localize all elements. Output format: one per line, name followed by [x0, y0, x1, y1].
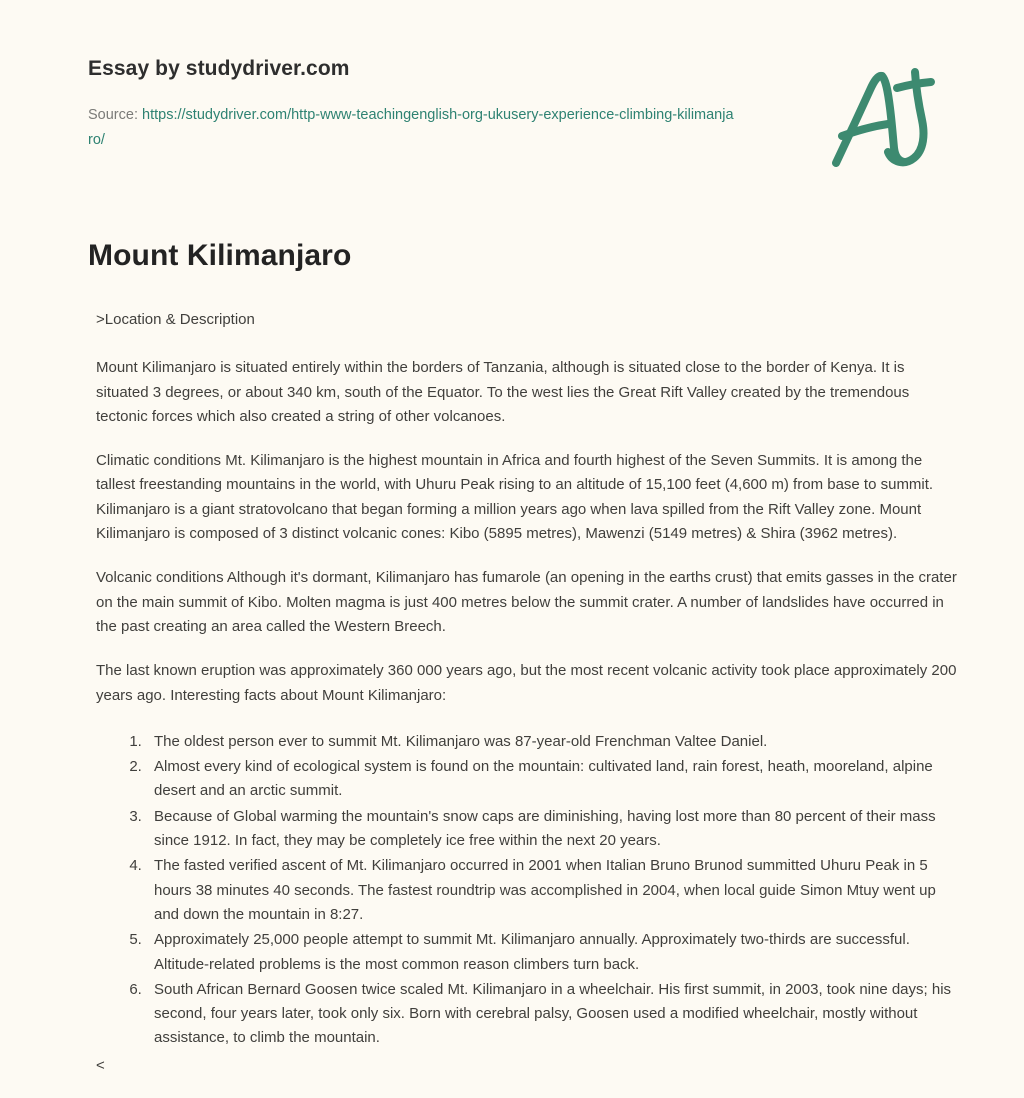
paragraph-2: Climatic conditions Mt. Kilimanjaro is the highest mountain in Africa and fourth highest of the Seven Summits. It is among the tallest freestanding mountains in the world, with Uhuru Peak rising to an altitude of 15,100 feet (4,600 m) from base to summit. Kilimanjaro is a giant stratovolcano that began forming a million years ago when lava spilled from the Rift Valley zone. Mount Kilimanjaro is composed of 3 distinct volcanic cones: Kibo (5895 metres), Mawenzi (5149 metres) & Shira (3962 metres). [96, 452, 934, 543]
list-item: 5. Approximately 25,000 people attempt to summit Mt. Kilimanjaro annually. Approximately two-thirds are successful. Altitude-related problems is the most common reason climbers turn back. [146, 928, 958, 977]
paragraph-4: The last known eruption was approximately 360 000 years ago, but the most recent volcanic activity took place approximately 200 years ago. Interesting facts about Mount Kilimanjaro: [96, 662, 957, 704]
facts-list [88, 730, 958, 1051]
page-title: Mount Kilimanjaro [88, 239, 352, 272]
source-url-link[interactable]: https://studydriver.com/http-www-teachingenglish-org-ukusery-experience-climbing-kilimanjaro/ [88, 107, 734, 149]
source-label: Source: [88, 107, 138, 124]
subheading: >Location & Description [96, 311, 255, 328]
list-item: 2. Almost every kind of ecological system is found on the mountain: cultivated land, rain forest, heath, mooreland, alpine desert and an arctic summit. [146, 755, 958, 804]
list-item: 1. The oldest person ever to summit Mt. Kilimanjaro was 87-year-old Frenchman Valtee Daniel. [146, 730, 958, 754]
list-item: 3. Because of Global warming the mountain's snow caps are diminishing, having lost more than 80 percent of their mass since 1912. In fact, they may be completely ice free within the next 20 years. [146, 805, 958, 854]
article-body [0, 238, 1024, 1052]
paragraph-1: Mount Kilimanjaro is situated entirely within the borders of Tanzania, although is situated close to the border of Kenya. It is situated 3 degrees, or about 340 km, south of the Equator. To the west lies the Great Rift Valley created by the tremendous tectonic forces which also created a string of other volcanoes. [96, 359, 910, 425]
source-line [88, 103, 738, 153]
trailing-mark: < [96, 1057, 105, 1074]
list-item: 4. The fasted verified ascent of Mt. Kilimanjaro occurred in 2001 when Italian Bruno Brunod summitted Uhuru Peak in 5 hours 38 minutes 40 seconds. The fastest roundtrip was accomplished in 2004, when local guide Simon Mtuy went up and down the mountain in 8:27. [146, 854, 958, 927]
studydriver-a-plus-logo-icon [822, 62, 952, 180]
list-item: 6. South African Bernard Goosen twice scaled Mt. Kilimanjaro in a wheelchair. His first summit, in 2003, took nine days; his second, four years later, took only six. Born with cerebral palsy, Goosen used a modified wheelchair, mostly without assistance, to climb the mountain. [146, 978, 958, 1051]
paragraph-3: Volcanic conditions Although it's dormant, Kilimanjaro has fumarole (an opening in the earths crust) that emits gasses in the crater on the main summit of Kibo. Molten magma is just 400 metres below the summit crater. A number of landslides have occurred in the past creating an area called the Western Breech. [96, 569, 957, 635]
brand-title: Essay by studydriver.com [88, 57, 350, 80]
